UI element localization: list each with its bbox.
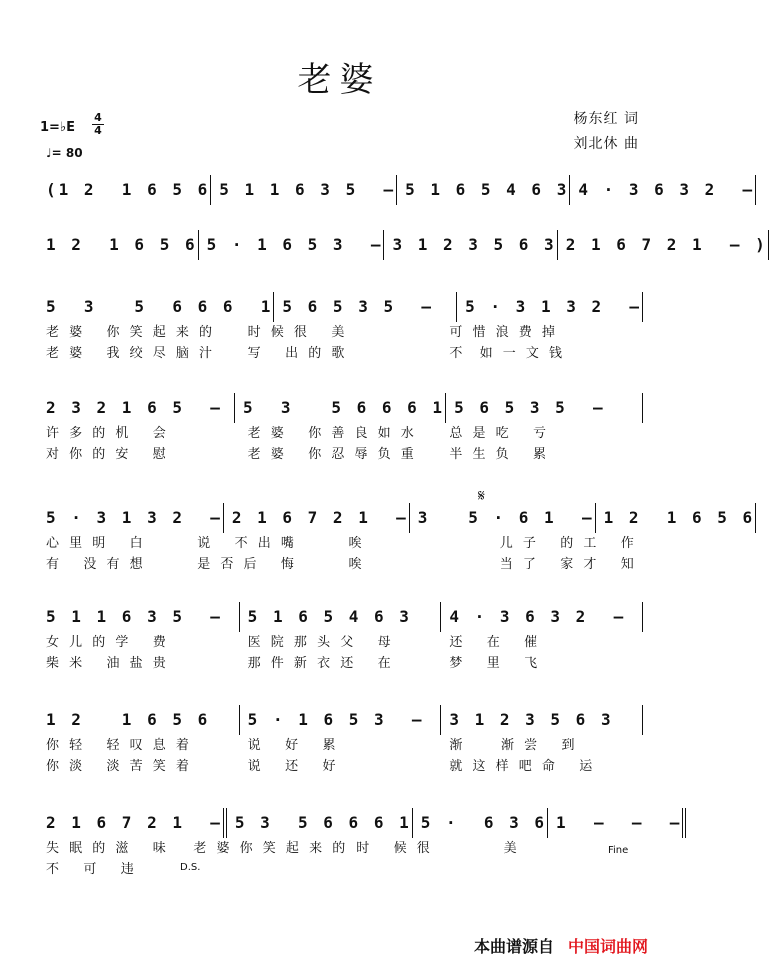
lyricist-credit: 杨东红 词 bbox=[573, 111, 639, 127]
measure: 5 3 5 6 6 6 1 bbox=[227, 808, 413, 838]
system-5 bbox=[38, 503, 756, 533]
measure: 5 3 5 6 6 6 1 bbox=[38, 292, 274, 322]
lyric-cell bbox=[189, 860, 340, 880]
lyric-cell: 老 婆 你 笑 起 来 的 bbox=[46, 325, 216, 340]
lyric-cell: 失 眠 的 滋 味 bbox=[46, 841, 169, 856]
measure: 5 · 6 3 6 bbox=[413, 808, 548, 838]
lyric-cell: 唉 bbox=[348, 536, 365, 551]
lyric-cell: 唉 bbox=[348, 557, 365, 572]
lyric-cell: 你 淡 淡 苦 笑 着 bbox=[46, 759, 192, 774]
lyrics-verse-1 bbox=[38, 633, 643, 653]
lyric-cell: 美 bbox=[503, 841, 520, 856]
lyric-cell: 说 好 累 bbox=[247, 738, 339, 753]
lyric-cell: 老 婆 我 绞 尽 脑 汁 bbox=[46, 346, 216, 361]
lyric-cell: 心 里 明 白 bbox=[46, 536, 146, 551]
measure: 5 · 3 1 3 2 – bbox=[457, 292, 643, 322]
measure: 4 · 3 6 3 2 – bbox=[570, 175, 756, 205]
measure: 5 1 1 6 3 5 – bbox=[38, 602, 240, 632]
measure: 1 2 1 6 5 6 bbox=[38, 230, 199, 260]
measure: 5 1 1 6 3 5 – bbox=[211, 175, 397, 205]
lyrics-verse-1 bbox=[38, 839, 643, 859]
measure: 2 3 2 1 6 5 – bbox=[38, 393, 235, 423]
lyric-cell: 儿 子 的 工 作 bbox=[499, 536, 637, 551]
song-title: 老婆 bbox=[297, 60, 382, 100]
system-2 bbox=[38, 230, 768, 260]
lyric-cell: 女 儿 的 学 费 bbox=[46, 635, 169, 650]
lyrics-verse-2 bbox=[38, 555, 643, 575]
measure: (1 2 1 6 5 6 bbox=[38, 175, 211, 205]
measure: 2 1 6 7 2 1 – bbox=[38, 808, 227, 838]
lyric-cell: 许 多 的 机 会 bbox=[46, 426, 169, 441]
lyric-cell: 对 你 的 安 慰 bbox=[46, 447, 169, 462]
lyric-cell: 柴 米 油 盐 贵 bbox=[46, 656, 169, 671]
lyric-cell: 梦 里 飞 bbox=[449, 656, 541, 671]
lyric-cell: 你 轻 轻 叹 息 着 bbox=[46, 738, 192, 753]
measure: 5 6 5 3 5 – bbox=[446, 393, 643, 423]
lyric-cell: 老 婆 你 忍 辱 负 重 bbox=[247, 447, 417, 462]
fine-marking: Fine bbox=[608, 845, 629, 856]
lyric-cell: 不 可 违 bbox=[46, 862, 137, 877]
lyric-cell: 是 否 后 悔 bbox=[197, 557, 297, 572]
lyric-cell: 就 这 样 吧 命 运 bbox=[449, 759, 596, 774]
lyric-cell: 还 在 催 bbox=[449, 635, 541, 650]
lyric-cell: 有 没 有 想 bbox=[46, 557, 146, 572]
lyrics-verse-2 bbox=[38, 445, 643, 465]
footer-source bbox=[474, 934, 648, 957]
system-7 bbox=[38, 705, 643, 735]
lyric-cell: 医 院 那 头 父 母 bbox=[247, 635, 394, 650]
lyrics-verse-1 bbox=[38, 534, 643, 554]
lyric-cell bbox=[341, 860, 492, 880]
system-6 bbox=[38, 602, 643, 632]
measure: 3 1 2 3 5 6 3 bbox=[441, 705, 643, 735]
measure: 1 2 1 6 5 6 bbox=[38, 705, 240, 735]
lyrics-verse-1 bbox=[38, 424, 643, 444]
lyrics-verse-1 bbox=[38, 736, 643, 756]
measure: 2 1 6 7 2 1 – bbox=[224, 503, 410, 533]
lyrics-verse-2 bbox=[38, 654, 643, 674]
lyric-cell: 可 惜 浪 费 掉 bbox=[449, 325, 558, 340]
lyric-cell: 老 婆 你 善 良 如 水 bbox=[247, 426, 417, 441]
key-signature: 1=♭E bbox=[40, 120, 75, 135]
lyrics-verse-2 bbox=[38, 757, 643, 777]
lyric-cell: 写 出 的 歌 bbox=[247, 346, 348, 361]
composer-credit: 刘北休 曲 bbox=[573, 136, 639, 152]
lyric-cell: 当 了 家 才 知 bbox=[499, 557, 637, 572]
system-3 bbox=[38, 292, 643, 322]
lyric-cell: 总 是 吃 亏 bbox=[449, 426, 550, 441]
time-signature-bottom: 4 bbox=[92, 124, 104, 137]
lyrics-verse-2 bbox=[38, 344, 643, 364]
lyrics-verse-1 bbox=[38, 323, 643, 343]
measure: 4 · 3 6 3 2 – bbox=[441, 602, 643, 632]
measure: 1 2 1 6 5 6 bbox=[596, 503, 757, 533]
lyric-cell: 不 如 一 文 钱 bbox=[449, 346, 566, 361]
measure: 2 1 6 7 2 1 – ) bbox=[558, 230, 769, 260]
lyric-cell: 渐 渐 尝 到 bbox=[449, 738, 578, 753]
measure: 5 · 3 1 3 2 – bbox=[38, 503, 224, 533]
time-signature-top: 4 bbox=[94, 111, 102, 124]
footer-source-text: 本曲谱源自 bbox=[474, 937, 555, 956]
measure: 5 · 1 6 5 3 – bbox=[240, 705, 442, 735]
time-signature bbox=[92, 112, 104, 137]
footer-site-link[interactable]: 中国词曲网 bbox=[568, 937, 649, 956]
tempo-marking: ♩= 80 bbox=[46, 146, 83, 160]
measure: 5 · 1 6 5 3 – bbox=[199, 230, 385, 260]
measure: 5 1 6 5 4 6 3 bbox=[240, 602, 442, 632]
lyric-cell: 半 生 负 累 bbox=[449, 447, 550, 462]
lyric-cell: 时 候 很 bbox=[356, 841, 433, 856]
final-measure: 1 – – – bbox=[548, 808, 686, 838]
lyric-cell: 说 不 出 嘴 bbox=[197, 536, 297, 551]
measure: 3 1 2 3 5 6 3 bbox=[384, 230, 557, 260]
measure: 3 5 · 6 1 – bbox=[410, 503, 596, 533]
system-8 bbox=[38, 808, 683, 838]
system-1 bbox=[38, 175, 756, 205]
measure: 5 3 5 6 6 6 1 bbox=[235, 393, 446, 423]
measure: 5 6 5 3 5 – bbox=[274, 292, 457, 322]
lyric-cell bbox=[492, 860, 643, 880]
lyric-cell: 那 件 新 衣 还 在 bbox=[247, 656, 394, 671]
lyric-cell: 老 婆 你 笑 起 来 的 bbox=[193, 841, 349, 856]
lyric-cell: 时 候 很 美 bbox=[247, 325, 348, 340]
ds-marking: D.S. bbox=[180, 862, 201, 873]
measure: 5 1 6 5 4 6 3 bbox=[397, 175, 570, 205]
system-4 bbox=[38, 393, 643, 423]
lyric-cell: 说 还 好 bbox=[247, 759, 339, 774]
lyrics-verse-2 bbox=[38, 860, 643, 880]
segno-sign: 𝄋 bbox=[478, 486, 485, 505]
